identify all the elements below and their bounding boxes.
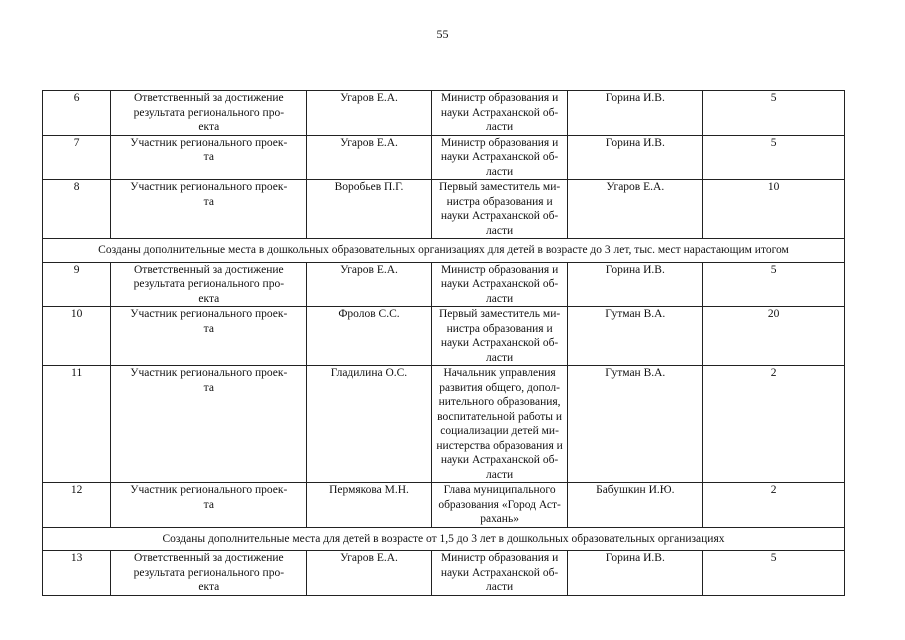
responsible-person-cell (307, 262, 431, 307)
position-cell (431, 307, 568, 366)
share-cell-text: 5 (770, 263, 777, 276)
role-cell-text: Ответственный за достижение результата регионального про- екта (133, 92, 285, 133)
share-cell (703, 307, 845, 366)
table-row (43, 262, 845, 307)
position-cell (431, 366, 568, 483)
share-cell-text: 5 (770, 136, 777, 149)
role-cell-text: Участник регионального проек- та (130, 181, 288, 208)
row-number-cell (43, 135, 111, 180)
share-cell (703, 551, 845, 596)
row-number-cell-text: 13 (70, 552, 83, 564)
position-cell-text: Министр образования и науки Астраханской об- ласти (440, 552, 559, 593)
responsible-person-cell-text: Угаров Е.А. (340, 263, 398, 276)
role-cell (111, 91, 307, 136)
supervisor-cell (568, 483, 703, 528)
row-number-cell-text: 12 (70, 484, 83, 496)
supervisor-cell (568, 91, 703, 136)
position-cell (431, 262, 568, 307)
position-cell-text: Глава муниципального образования «Город Аст- рахань» (438, 484, 561, 525)
table-row (43, 91, 845, 136)
responsible-person-cell-text: Угаров Е.А. (340, 136, 398, 149)
row-number-cell (43, 483, 111, 528)
position-cell (431, 483, 568, 528)
row-number-cell-text: 6 (73, 92, 80, 104)
role-cell (111, 135, 307, 180)
share-cell-text: 5 (770, 92, 777, 104)
supervisor-cell-text: Горина И.В. (605, 263, 665, 276)
row-number-cell-text: 10 (70, 308, 83, 320)
supervisor-cell-text: Угаров Е.А. (606, 181, 665, 193)
responsible-person-cell-text: Фролов С.С. (338, 308, 400, 320)
responsible-person-cell-text: Воробьев П.Г. (334, 181, 404, 193)
supervisor-cell-text: Горина И.В. (605, 136, 665, 149)
share-cell (703, 366, 845, 483)
share-cell-text: 5 (770, 552, 777, 564)
section-header-text: Созданы дополнительные места в дошкольных образовательных организациях для детей в возрасте до 3 лет, тыс. мест нарастающим итогом (43, 239, 845, 263)
supervisor-cell (568, 180, 703, 239)
supervisor-cell-text: Гутман В.А. (605, 308, 666, 320)
role-cell-text: Участник регионального проек- та (130, 367, 288, 394)
table-row (43, 307, 845, 366)
role-cell (111, 366, 307, 483)
role-cell (111, 262, 307, 307)
role-cell (111, 551, 307, 596)
supervisor-cell-text: Горина И.В. (605, 552, 665, 564)
role-cell-text: Участник регионального проек- та (130, 136, 288, 163)
responsibility-table (42, 90, 845, 596)
responsible-person-cell (307, 366, 431, 483)
share-cell (703, 180, 845, 239)
role-cell (111, 307, 307, 366)
position-cell-text: Министр образования и науки Астраханской об- ласти (440, 263, 559, 305)
responsible-person-cell (307, 91, 431, 136)
responsible-person-cell-text: Пермякова М.Н. (329, 484, 409, 496)
supervisor-cell (568, 135, 703, 180)
position-cell (431, 135, 568, 180)
supervisor-cell (568, 551, 703, 596)
page-number: 55 (436, 27, 449, 41)
role-cell-text: Ответственный за достижение результата регионального про- екта (133, 263, 285, 305)
responsible-person-cell (307, 551, 431, 596)
row-number-cell (43, 366, 111, 483)
row-number-cell (43, 262, 111, 307)
role-cell (111, 180, 307, 239)
share-cell-text: 10 (767, 181, 780, 193)
section-header-row (43, 239, 845, 263)
table-row (43, 135, 845, 180)
section-header-text: Созданы дополнительные места для детей в возрасте от 1,5 до 3 лет в дошкольных образовательных организациях (43, 527, 845, 551)
position-cell-text: Первый заместитель ми- нистра образования и науки Астраханской об- ласти (438, 308, 561, 364)
supervisor-cell (568, 307, 703, 366)
responsible-person-cell (307, 135, 431, 180)
row-number-cell (43, 551, 111, 596)
supervisor-cell-text: Гутман В.А. (605, 367, 666, 379)
role-cell-text: Участник регионального проек- та (130, 484, 288, 511)
responsible-person-cell (307, 483, 431, 528)
share-cell (703, 483, 845, 528)
responsible-person-cell-text: Угаров Е.А. (340, 92, 398, 104)
section-header-row (43, 527, 845, 551)
share-cell (703, 91, 845, 136)
table-row (43, 366, 845, 483)
share-cell-text: 20 (767, 308, 780, 320)
responsible-person-cell (307, 307, 431, 366)
responsible-person-cell-text: Угаров Е.А. (340, 552, 398, 564)
row-number-cell (43, 91, 111, 136)
row-number-cell (43, 307, 111, 366)
position-cell-text: Министр образования и науки Астраханской об- ласти (440, 92, 559, 133)
position-cell-text: Министр образования и науки Астраханской об- ласти (440, 136, 559, 178)
table-row (43, 180, 845, 239)
position-cell (431, 551, 568, 596)
role-cell-text: Участник регионального проек- та (130, 308, 288, 335)
role-cell-text: Ответственный за достижение результата регионального про- екта (133, 552, 285, 593)
supervisor-cell (568, 366, 703, 483)
share-cell-text: 2 (770, 367, 777, 379)
share-cell (703, 135, 845, 180)
position-cell (431, 180, 568, 239)
table-row (43, 483, 845, 528)
supervisor-cell-text: Горина И.В. (605, 92, 665, 104)
table-row (43, 551, 845, 596)
responsible-person-cell (307, 180, 431, 239)
position-cell-text: Первый заместитель ми- нистра образования и науки Астраханской об- ласти (438, 181, 561, 237)
supervisor-cell (568, 262, 703, 307)
row-number-cell-text: 11 (71, 367, 83, 379)
row-number-cell-text: 7 (73, 136, 80, 149)
role-cell (111, 483, 307, 528)
supervisor-cell-text: Бабушкин И.Ю. (596, 484, 675, 496)
position-cell-text: Начальник управления развития общего, допол- нительного образования, воспитательной работы и социализации детей ми- нистерства образования и науки Астраханской об- ласти (436, 367, 563, 481)
row-number-cell-text: 8 (73, 181, 80, 193)
row-number-cell (43, 180, 111, 239)
share-cell (703, 262, 845, 307)
responsible-person-cell-text: Гладилина О.С. (330, 367, 408, 379)
share-cell-text: 2 (770, 484, 777, 496)
position-cell (431, 91, 568, 136)
row-number-cell-text: 9 (73, 263, 80, 276)
